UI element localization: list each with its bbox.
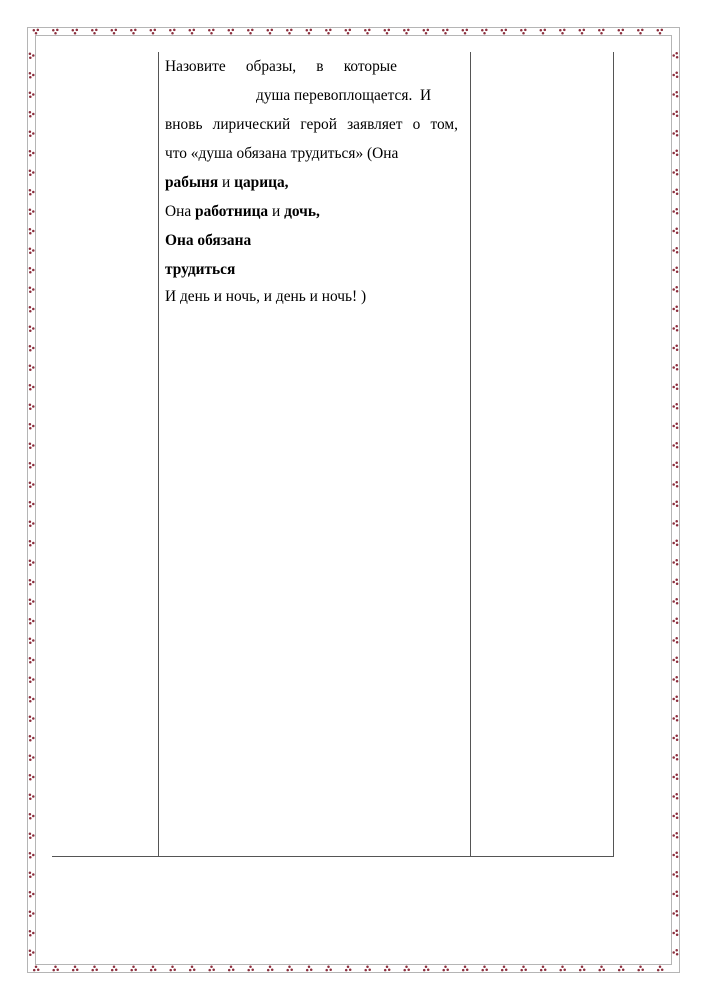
text-line-7: Она обязана [165,232,252,249]
word: о [412,116,421,133]
table-bottom-line [52,856,614,857]
word: которые [343,58,397,75]
word: образы, [245,58,297,75]
bold-text: дочь, [284,203,320,220]
text-line-2: душа перевоплощается. И [256,87,432,104]
bold-text: работница [195,203,269,220]
text-line-6 [165,197,463,226]
text-line-4: что «душа обязана трудиться» (Она [165,145,399,162]
text-line-9: И день и ночь, и день и ночь! ) [165,288,367,305]
table-outer-right-line [613,52,614,857]
table-right-column-line [470,52,471,857]
table-cell-text [165,52,463,308]
table-left-column-line [158,52,159,857]
text-line-1 [165,52,397,81]
word: герой [300,116,337,133]
word: в [316,58,324,75]
plain-text: и [268,203,285,220]
word: заявляет [347,116,403,133]
text-line-8: трудиться [165,261,236,278]
word: Назовите [165,58,226,75]
bold-text: рабыня [165,174,219,191]
word: лирический [212,116,291,133]
plain-text: Она [165,203,196,220]
text-line-5 [165,168,463,197]
bold-text: царица, [234,174,289,191]
text-line-3 [165,110,458,139]
word: том, [430,116,458,133]
word: вновь [165,116,203,133]
plain-text: и [218,174,235,191]
